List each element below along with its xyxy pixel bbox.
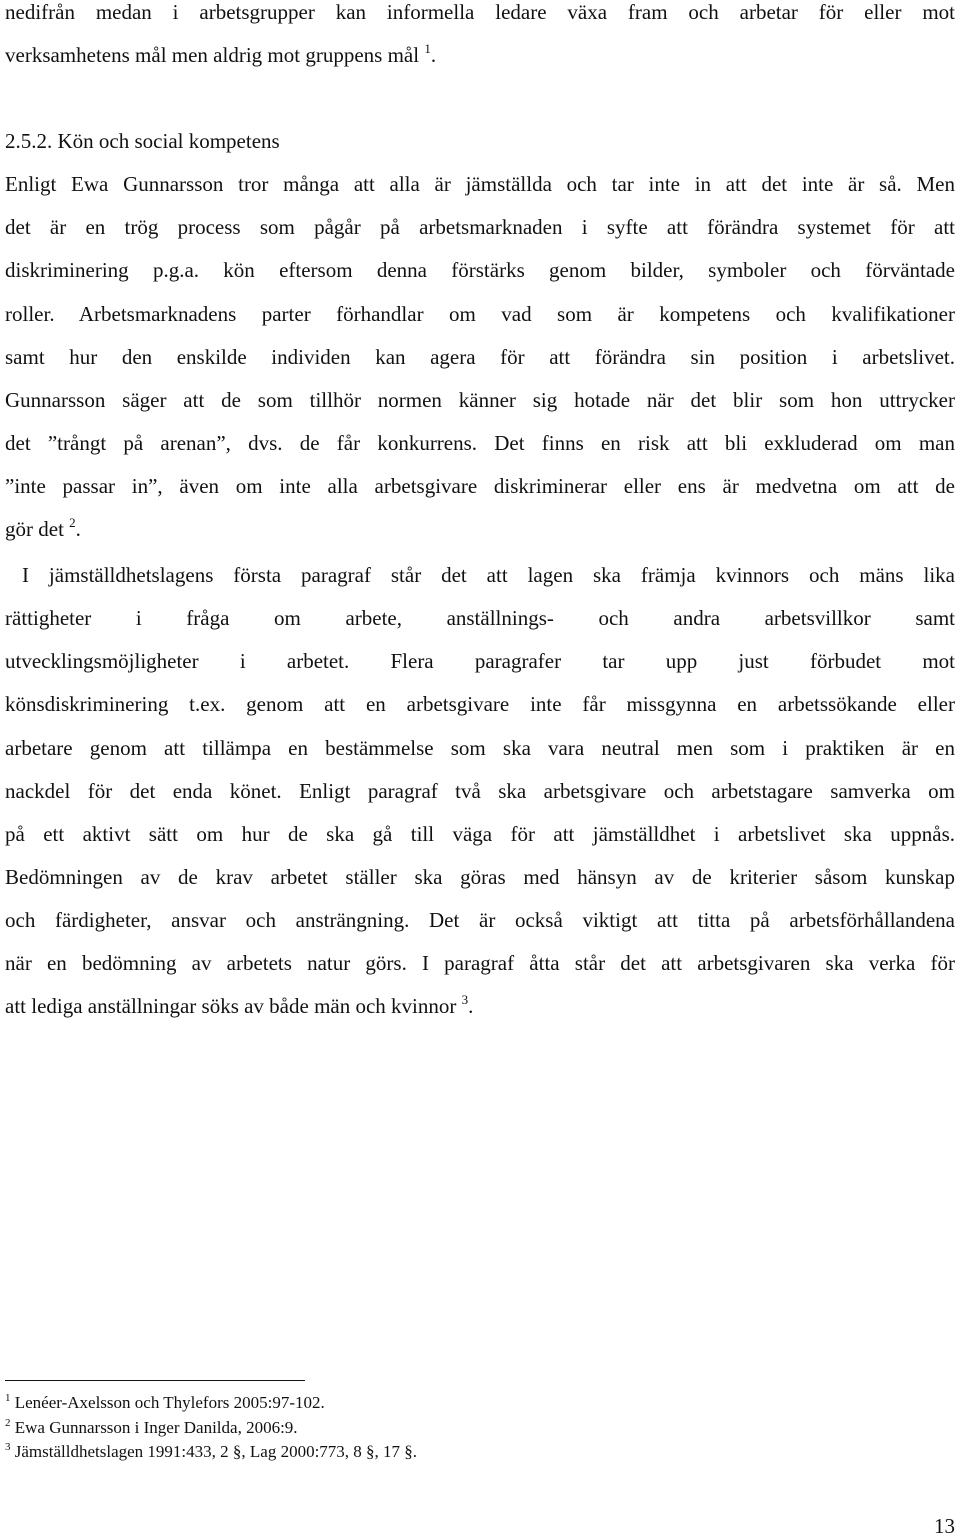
body-line: när en bedömning av arbetets natur görs. I paragraf åtta står det att arbetsgivaren ska verka för [5,951,955,975]
footnote-text: Jämställdhetslagen 1991:433, 2 §, Lag 2000:773, 8 §, 17 §. [14,1442,418,1461]
body-line [5,517,955,541]
footnote-text: Ewa Gunnarsson i Inger Danilda, 2006:9. [14,1418,298,1437]
footnote [5,1418,298,1438]
body-line: arbetare genom att tillämpa en bestämmelse som ska vara neutral men som i praktiken är en [5,736,955,760]
footnote [5,1393,325,1413]
footnote-ref: 2 [69,515,76,530]
section-heading: 2.5.2. Kön och social kompetens [5,129,280,153]
body-line [5,43,955,67]
body-text: . [430,43,437,67]
footnote-number: 1 [5,1392,11,1404]
body-line: det är en trög process som pågår på arbetsmarknaden i syfte att förändra systemet för att [5,215,955,239]
footnote [5,1442,417,1462]
footnote-text: Lenéer-Axelsson och Thylefors 2005:97-102. [14,1393,325,1412]
body-line: samt hur den enskilde individen kan agera för att förändra sin position i arbetslivet. [5,345,955,369]
body-text: . [75,517,81,541]
footnote-ref: 3 [461,992,469,1007]
body-line: på ett aktivt sätt om hur de ska gå till väga för att jämställdhet i arbetslivet ska uppnås. [5,822,955,846]
body-line: det ”trångt på arenan”, dvs. de får konkurrens. Det finns en risk att bli exkluderad om man [5,431,955,455]
body-line: nedifrån medan i arbetsgrupper kan informella ledare växa fram och arbetar för eller mot [5,0,955,24]
body-line: roller. Arbetsmarknadens parter förhandlar om vad som är kompetens och kvalifikationer [5,302,955,326]
body-line: diskriminering p.g.a. kön eftersom denna förstärks genom bilder, symboler och förväntade [5,258,955,282]
body-line: rättigheter i fråga om arbete, anställnings- och andra arbetsvillkor samt [5,606,955,630]
body-line: I jämställdhetslagens första paragraf står det att lagen ska främja kvinnors och mäns lika [22,563,955,587]
body-text: . [468,994,474,1018]
footnote-divider [5,1380,305,1381]
body-text: gör det [5,517,64,541]
body-line: Bedömningen av de krav arbetet ställer ska göras med hänsyn av de kriterier såsom kunskap [5,865,955,889]
body-line: utvecklingsmöjligheter i arbetet. Flera paragrafer tar upp just förbudet mot [5,649,955,673]
body-line: och färdigheter, ansvar och ansträngning. Det är också viktigt att titta på arbetsförhållandena [5,908,955,932]
body-line [5,994,955,1018]
body-text: verksamhetens mål men aldrig mot gruppens mål [5,43,420,67]
body-line: Gunnarsson säger att de som tillhör normen känner sig hotade när det blir som hon uttrycker [5,388,955,412]
footnote-number: 3 [5,1441,11,1453]
footnote-number: 2 [5,1417,11,1429]
body-line: Enligt Ewa Gunnarsson tror många att alla är jämställda och tar inte in att det inte är så. Men [5,172,955,196]
body-text: att lediga anställningar söks av både män och kvinnor [5,994,457,1018]
footnote-ref: 1 [424,41,431,56]
body-line: nackdel för det enda könet. Enligt paragraf två ska arbetsgivare och arbetstagare samverka om [5,779,955,803]
page-number: 13 [934,1514,955,1538]
body-line: könsdiskriminering t.ex. genom att en arbetsgivare inte får missgynna en arbetssökande eller [5,692,955,716]
body-line: ”inte passar in”, även om inte alla arbetsgivare diskriminerar eller ens är medvetna om att de [5,474,955,498]
